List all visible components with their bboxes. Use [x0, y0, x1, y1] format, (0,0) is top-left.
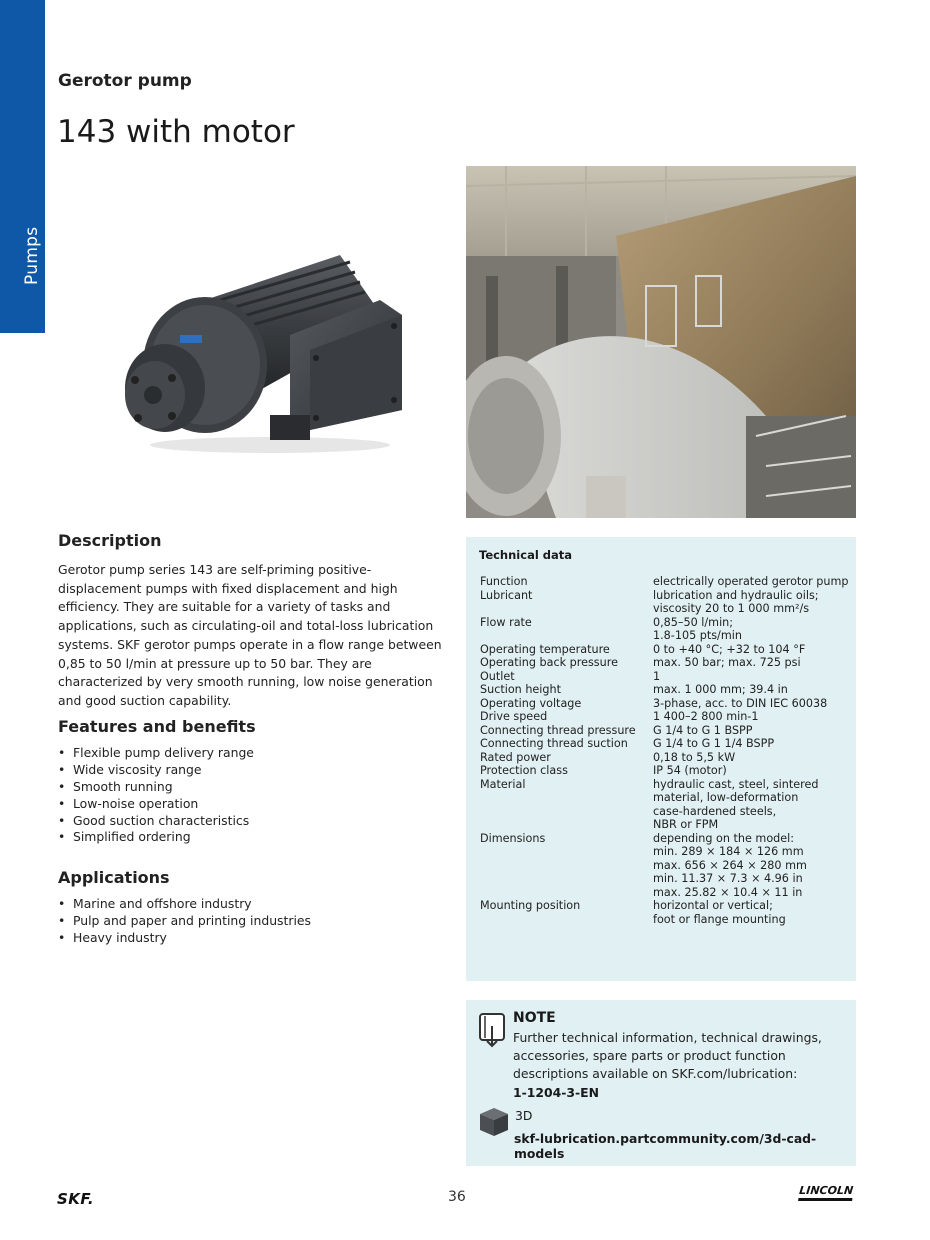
list-item: • Smooth running: [58, 779, 254, 796]
tech-row: [480, 575, 850, 589]
list-item: • Good suction characteristics: [58, 813, 254, 830]
tech-key: Suction height: [480, 683, 561, 696]
document-code: 1-1204-3-EN: [513, 1085, 599, 1100]
tech-row: [480, 737, 850, 751]
tech-key: Flow rate: [480, 615, 532, 629]
tech-key: Dimensions: [480, 831, 546, 845]
tech-value: [653, 589, 850, 616]
tech-key: Outlet: [480, 669, 515, 683]
tech-value-line: case-hardened steels,: [653, 804, 777, 818]
tech-key: Function: [480, 575, 528, 588]
tech-key: Connecting thread pressure: [480, 723, 636, 737]
tech-row: [480, 899, 850, 926]
tech-key: Rated power: [480, 750, 551, 764]
features-list: [58, 745, 254, 846]
tech-value: [653, 643, 850, 657]
tech-row: [480, 697, 850, 711]
tech-row: [480, 710, 850, 724]
skf-logo: SKF.: [57, 1190, 95, 1208]
product-photo: [110, 240, 415, 460]
tech-value: [653, 710, 850, 724]
section-label: Pumps: [22, 226, 42, 285]
tech-value-line: G 1/4 to G 1 1/4 BSPP: [653, 737, 775, 750]
tech-value-line: G 1/4 to G 1 BSPP: [653, 723, 753, 737]
tech-value: [653, 670, 850, 684]
tech-value: [653, 683, 850, 697]
list-item: • Heavy industry: [58, 930, 311, 947]
note-title: NOTE: [513, 1010, 556, 1026]
tech-value: [653, 697, 850, 711]
tech-value-line: 0 to +40 °C; +32 to 104 °F: [653, 642, 806, 656]
tech-key: Material: [480, 777, 526, 791]
list-item: • Low-noise operation: [58, 796, 254, 813]
tech-row: [480, 778, 850, 832]
tech-row: [480, 751, 850, 765]
tech-key: Protection class: [480, 764, 568, 777]
cube-3d-icon: [478, 1106, 510, 1138]
tech-value-line: NBR or FPM: [653, 818, 719, 831]
paper-machine-photo: [466, 166, 856, 518]
list-item: • Simplified ordering: [58, 829, 254, 846]
applications-heading: Applications: [58, 868, 170, 887]
cad-label: 3D: [515, 1108, 533, 1123]
cad-models-link[interactable]: skf-lubrication.partcommunity.com/3d-cad-models: [514, 1131, 817, 1161]
note-text: Further technical information, technical drawings, accessories, spare parts or product function descriptions available on SKF.com/lubrication:: [513, 1030, 822, 1082]
technical-data-panel: [466, 537, 856, 981]
list-item: • Marine and offshore industry: [58, 896, 311, 913]
tech-row: [480, 670, 850, 684]
tech-value-line: 1.8-105 pts/min: [653, 629, 742, 642]
tech-value-line: min. 289 × 184 × 126 mm: [653, 845, 804, 858]
document-download-icon: [478, 1012, 506, 1048]
tech-value: [653, 778, 850, 832]
list-item: • Flexible pump delivery range: [58, 745, 254, 762]
lincoln-logo: LINCOLN: [798, 1184, 854, 1201]
tech-value-line: 0,18 to 5,5 kW: [653, 750, 736, 764]
tech-value-line: IP 54 (motor): [653, 764, 727, 777]
tech-value: [653, 899, 850, 926]
tech-key: Operating back pressure: [480, 656, 618, 669]
tech-key: Mounting position: [480, 899, 581, 912]
tech-row: [480, 832, 850, 900]
tech-value-line: depending on the model:: [653, 831, 795, 845]
description-text: Gerotor pump series 143 are self-priming positive-displacement pumps with fixed displacement and high efficiency. They are suitable for a variety of tasks and applications, such as circulating-oil and total-loss lubrication systems. SKF gerotor pumps operate in a flow range between 0,85 to 50 l/min at pressure up to 50 bar. They are characterized by very smooth running, low noise generation and good suction capability.: [58, 562, 442, 708]
tech-key: Operating voltage: [480, 696, 582, 710]
tech-value: [653, 656, 850, 670]
tech-value-line: max. 25.82 × 10.4 × 11 in: [653, 885, 803, 899]
list-item: • Wide viscosity range: [58, 762, 254, 779]
tech-value: [653, 832, 850, 900]
tech-value-line: lubrication and hydraulic oils;: [653, 588, 819, 602]
tech-value-line: horizontal or vertical;: [653, 899, 773, 912]
tech-value-line: max. 1 000 mm; 39.4 in: [653, 683, 788, 696]
tech-key: Drive speed: [480, 710, 548, 723]
tech-value: [653, 575, 850, 589]
tech-key: Operating temperature: [480, 642, 610, 656]
applications-list: [58, 896, 311, 947]
tech-value-line: electrically operated gerotor pump: [653, 575, 849, 588]
product-category: Gerotor pump: [58, 71, 192, 91]
tech-value: [653, 764, 850, 778]
features-heading: Features and benefits: [58, 717, 256, 736]
tech-value-line: 1 400–2 800 min-1: [653, 710, 759, 723]
tech-value: [653, 751, 850, 765]
tech-value-line: min. 11.37 × 7.3 × 4.96 in: [653, 872, 803, 885]
note-panel: [466, 1000, 856, 1166]
tech-row: [480, 589, 850, 616]
tech-value-line: 3-phase, acc. to DIN IEC 60038: [653, 696, 828, 710]
tech-value-line: hydraulic cast, steel, sintered: [653, 777, 819, 791]
page-title: 143 with motor: [57, 114, 295, 150]
technical-data-table: [480, 575, 850, 926]
page-number: 36: [448, 1189, 466, 1205]
tech-value-line: 1: [653, 669, 661, 683]
description-heading: Description: [58, 531, 162, 550]
tech-value: [653, 616, 850, 643]
tech-value-line: viscosity 20 to 1 000 mm²/s: [653, 602, 810, 615]
tech-value-line: 0,85–50 l/min;: [653, 615, 734, 629]
technical-data-title: Technical data: [479, 548, 573, 562]
tech-row: [480, 656, 850, 670]
tech-value-line: max. 656 × 264 × 280 mm: [653, 858, 807, 872]
list-item: • Pulp and paper and printing industries: [58, 913, 311, 930]
tech-value: [653, 737, 850, 751]
tech-value-line: max. 50 bar; max. 725 psi: [653, 656, 801, 669]
tech-row: [480, 683, 850, 697]
tech-value: [653, 724, 850, 738]
tech-row: [480, 616, 850, 643]
tech-key: Connecting thread suction: [480, 737, 628, 750]
tech-value-line: foot or flange mounting: [653, 912, 786, 926]
tech-key: Lubricant: [480, 588, 533, 602]
tech-value-line: material, low-deformation: [653, 791, 799, 804]
tech-row: [480, 724, 850, 738]
tech-row: [480, 643, 850, 657]
section-side-tab: [0, 0, 45, 333]
tech-row: [480, 764, 850, 778]
